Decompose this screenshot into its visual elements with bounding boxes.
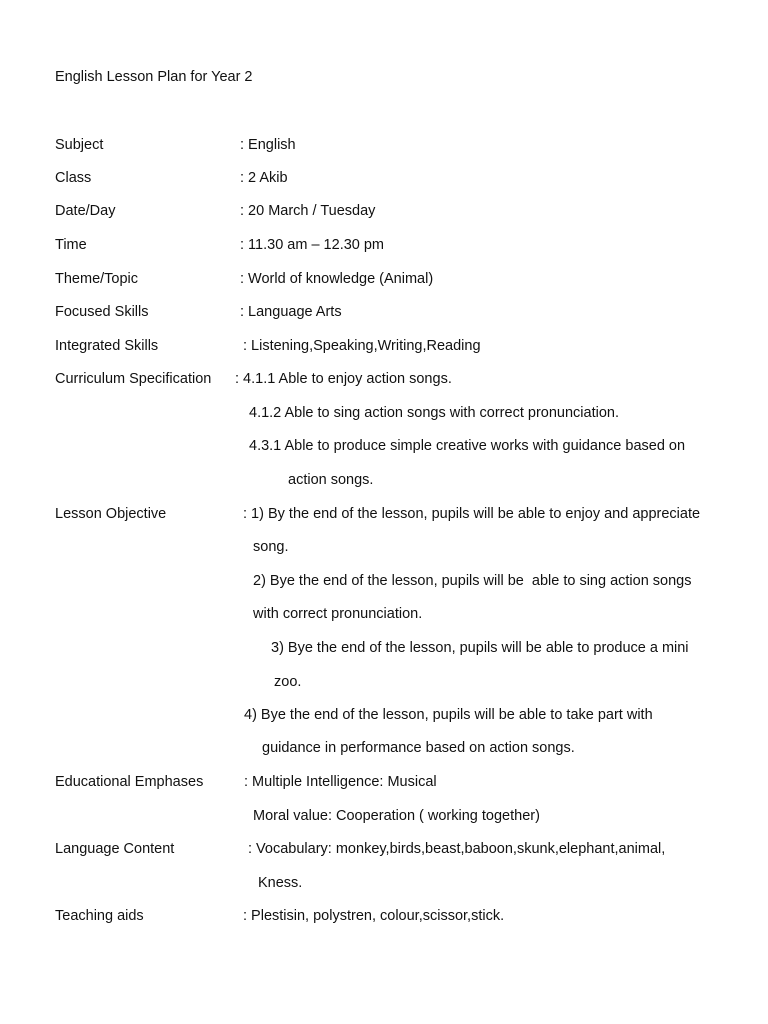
subject-value: : English [240,137,296,153]
objective-line: : 1) By the end of the lesson, pupils will be able to enjoy and appreciate [243,506,701,522]
language-content-label: Language Content [55,841,175,857]
emphases-line: : Multiple Intelligence: Musical [244,774,437,790]
curriculum-line: action songs. [288,472,374,488]
theme-label: Theme/Topic [55,271,139,287]
teaching-aids-value: : Plestisin, polystren, colour,scissor,stick. [243,908,505,924]
objective-label: Lesson Objective [55,506,167,522]
objective-line: guidance in performance based on action songs. [262,740,575,756]
teaching-aids-label: Teaching aids [55,908,144,924]
class-value: : 2 Akib [240,170,288,186]
curriculum-label: Curriculum Specification [55,371,212,387]
focused-skills-label: Focused Skills [55,304,149,320]
emphases-line: Moral value: Cooperation ( working together) [253,808,540,824]
focused-skills-value: : Language Arts [240,304,342,320]
objective-line: 4) Bye the end of the lesson, pupils will be able to take part with [244,707,653,723]
emphases-label: Educational Emphases [55,774,204,790]
date-label: Date/Day [55,203,116,219]
objective-line: with correct pronunciation. [253,606,423,622]
date-value: : 20 March / Tuesday [240,203,376,219]
time-value: : 11.30 am – 12.30 pm [240,237,385,253]
objective-line: song. [253,539,289,555]
language-content-line: Kness. [258,875,303,891]
language-content-line: : Vocabulary: monkey,birds,beast,baboon,skunk,elephant,animal, [248,841,666,857]
theme-value: : World of knowledge (Animal) [240,271,434,287]
curriculum-line: : 4.1.1 Able to enjoy action songs. [235,371,452,387]
document-title: English Lesson Plan for Year 2 [55,69,253,85]
curriculum-line: 4.1.2 Able to sing action songs with correct pronunciation. [249,405,619,421]
curriculum-line: 4.3.1 Able to produce simple creative works with guidance based on [249,438,686,454]
objective-line: zoo. [274,674,302,690]
subject-label: Subject [55,137,104,153]
time-label: Time [55,237,87,253]
objective-line: 3) Bye the end of the lesson, pupils will be able to produce a mini [271,640,689,656]
objective-line: 2) Bye the end of the lesson, pupils will be able to sing action songs [253,573,692,589]
class-label: Class [55,170,92,186]
integrated-skills-label: Integrated Skills [55,338,159,354]
integrated-skills-value: : Listening,Speaking,Writing,Reading [243,338,481,354]
